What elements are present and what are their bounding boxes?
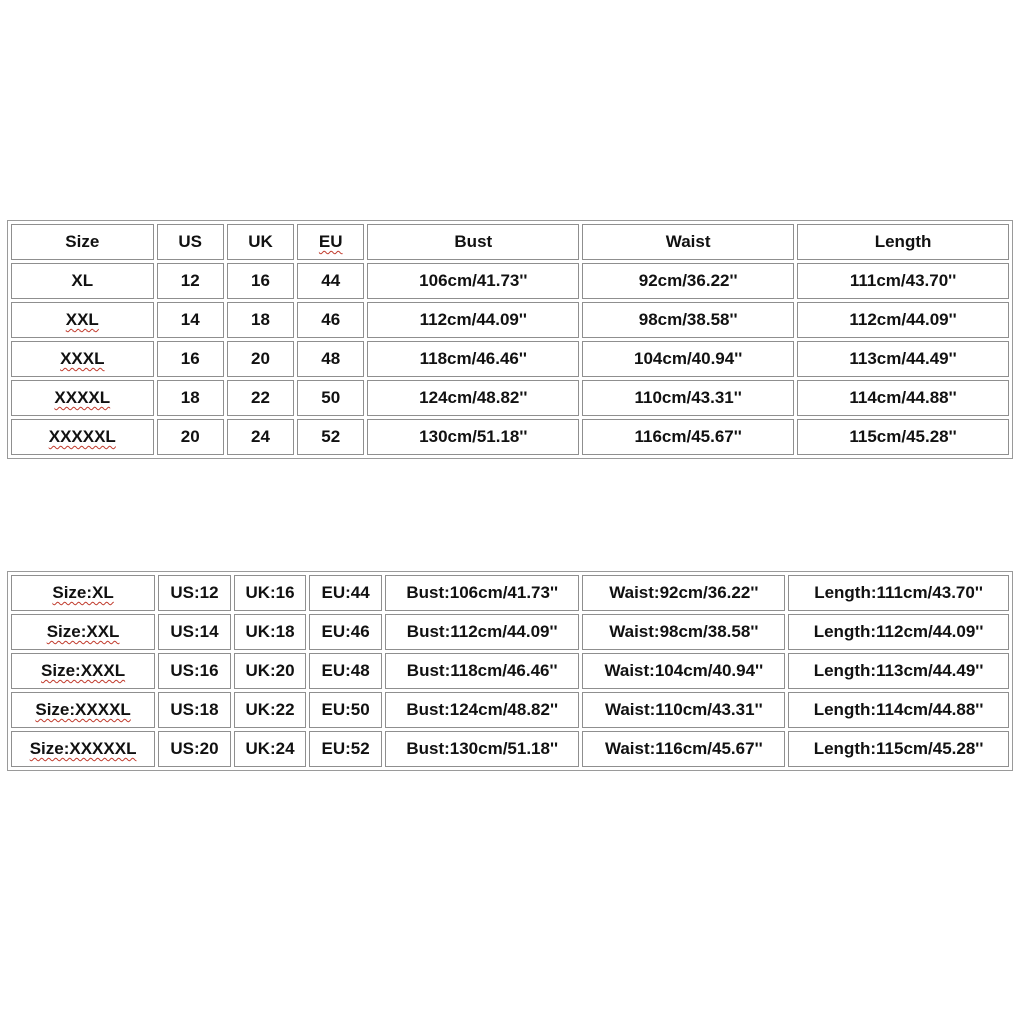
bust-cell: Bust:124cm/48.82'' <box>385 692 580 728</box>
uk-cell: 24 <box>227 419 294 455</box>
table-row <box>11 614 1009 650</box>
eu-cell: 52 <box>297 419 364 455</box>
eu-cell: 50 <box>297 380 364 416</box>
table-row <box>11 302 1009 338</box>
eu-cell: EU:52 <box>309 731 382 767</box>
table-row <box>11 731 1009 767</box>
bust-cell: 118cm/46.46'' <box>367 341 579 377</box>
waist-cell: Waist:98cm/38.58'' <box>582 614 785 650</box>
length-cell: Length:111cm/43.70'' <box>788 575 1009 611</box>
header-cell-eu: EU <box>297 224 364 260</box>
header-cell-bust: Bust <box>367 224 579 260</box>
us-cell: US:20 <box>158 731 231 767</box>
size-cell: XXXXXL <box>11 419 154 455</box>
size-cell: Size:XXL <box>11 614 155 650</box>
bust-cell: 130cm/51.18'' <box>367 419 579 455</box>
size-cell: XXL <box>11 302 154 338</box>
size-cell: Size:XXXL <box>11 653 155 689</box>
uk-cell: UK:22 <box>234 692 307 728</box>
size-chart-labeled-table <box>7 571 1013 771</box>
table-row <box>11 692 1009 728</box>
bust-cell: 106cm/41.73'' <box>367 263 579 299</box>
us-cell: US:12 <box>158 575 231 611</box>
uk-cell: 20 <box>227 341 294 377</box>
waist-cell: 104cm/40.94'' <box>582 341 794 377</box>
eu-cell: EU:44 <box>309 575 382 611</box>
bust-cell: Bust:112cm/44.09'' <box>385 614 580 650</box>
size-cell: Size:XXXXL <box>11 692 155 728</box>
waist-cell: 92cm/36.22'' <box>582 263 794 299</box>
table-row <box>11 380 1009 416</box>
table-header-row <box>11 224 1009 260</box>
uk-cell: 22 <box>227 380 294 416</box>
bust-cell: 112cm/44.09'' <box>367 302 579 338</box>
uk-cell: UK:20 <box>234 653 307 689</box>
length-cell: Length:114cm/44.88'' <box>788 692 1009 728</box>
bust-cell: 124cm/48.82'' <box>367 380 579 416</box>
us-cell: 12 <box>157 263 224 299</box>
uk-cell: 16 <box>227 263 294 299</box>
waist-cell: Waist:92cm/36.22'' <box>582 575 785 611</box>
length-cell: Length:115cm/45.28'' <box>788 731 1009 767</box>
table-row <box>11 341 1009 377</box>
us-cell: US:16 <box>158 653 231 689</box>
header-cell-uk: UK <box>227 224 294 260</box>
eu-cell: 48 <box>297 341 364 377</box>
eu-cell: EU:50 <box>309 692 382 728</box>
uk-cell: UK:16 <box>234 575 307 611</box>
waist-cell: Waist:116cm/45.67'' <box>582 731 785 767</box>
waist-cell: 110cm/43.31'' <box>582 380 794 416</box>
us-cell: US:18 <box>158 692 231 728</box>
eu-cell: 44 <box>297 263 364 299</box>
length-cell: 112cm/44.09'' <box>797 302 1009 338</box>
size-cell: XXXL <box>11 341 154 377</box>
table-row <box>11 419 1009 455</box>
us-cell: US:14 <box>158 614 231 650</box>
header-cell-length: Length <box>797 224 1009 260</box>
size-cell: Size:XXXXXL <box>11 731 155 767</box>
uk-cell: 18 <box>227 302 294 338</box>
waist-cell: Waist:110cm/43.31'' <box>582 692 785 728</box>
length-cell: 115cm/45.28'' <box>797 419 1009 455</box>
header-cell-us: US <box>157 224 224 260</box>
us-cell: 14 <box>157 302 224 338</box>
us-cell: 20 <box>157 419 224 455</box>
uk-cell: UK:18 <box>234 614 307 650</box>
eu-cell: EU:46 <box>309 614 382 650</box>
us-cell: 16 <box>157 341 224 377</box>
length-cell: Length:112cm/44.09'' <box>788 614 1009 650</box>
eu-cell: EU:48 <box>309 653 382 689</box>
us-cell: 18 <box>157 380 224 416</box>
table-row <box>11 575 1009 611</box>
table-row <box>11 263 1009 299</box>
length-cell: 111cm/43.70'' <box>797 263 1009 299</box>
header-cell-size: Size <box>11 224 154 260</box>
size-cell: XXXXL <box>11 380 154 416</box>
table-row <box>11 653 1009 689</box>
length-cell: 113cm/44.49'' <box>797 341 1009 377</box>
bust-cell: Bust:118cm/46.46'' <box>385 653 580 689</box>
header-cell-waist: Waist <box>582 224 794 260</box>
length-cell: Length:113cm/44.49'' <box>788 653 1009 689</box>
bust-cell: Bust:106cm/41.73'' <box>385 575 580 611</box>
eu-cell: 46 <box>297 302 364 338</box>
waist-cell: 98cm/38.58'' <box>582 302 794 338</box>
size-chart-table <box>7 220 1013 459</box>
bust-cell: Bust:130cm/51.18'' <box>385 731 580 767</box>
waist-cell: Waist:104cm/40.94'' <box>582 653 785 689</box>
size-cell: Size:XL <box>11 575 155 611</box>
waist-cell: 116cm/45.67'' <box>582 419 794 455</box>
length-cell: 114cm/44.88'' <box>797 380 1009 416</box>
uk-cell: UK:24 <box>234 731 307 767</box>
size-cell: XL <box>11 263 154 299</box>
